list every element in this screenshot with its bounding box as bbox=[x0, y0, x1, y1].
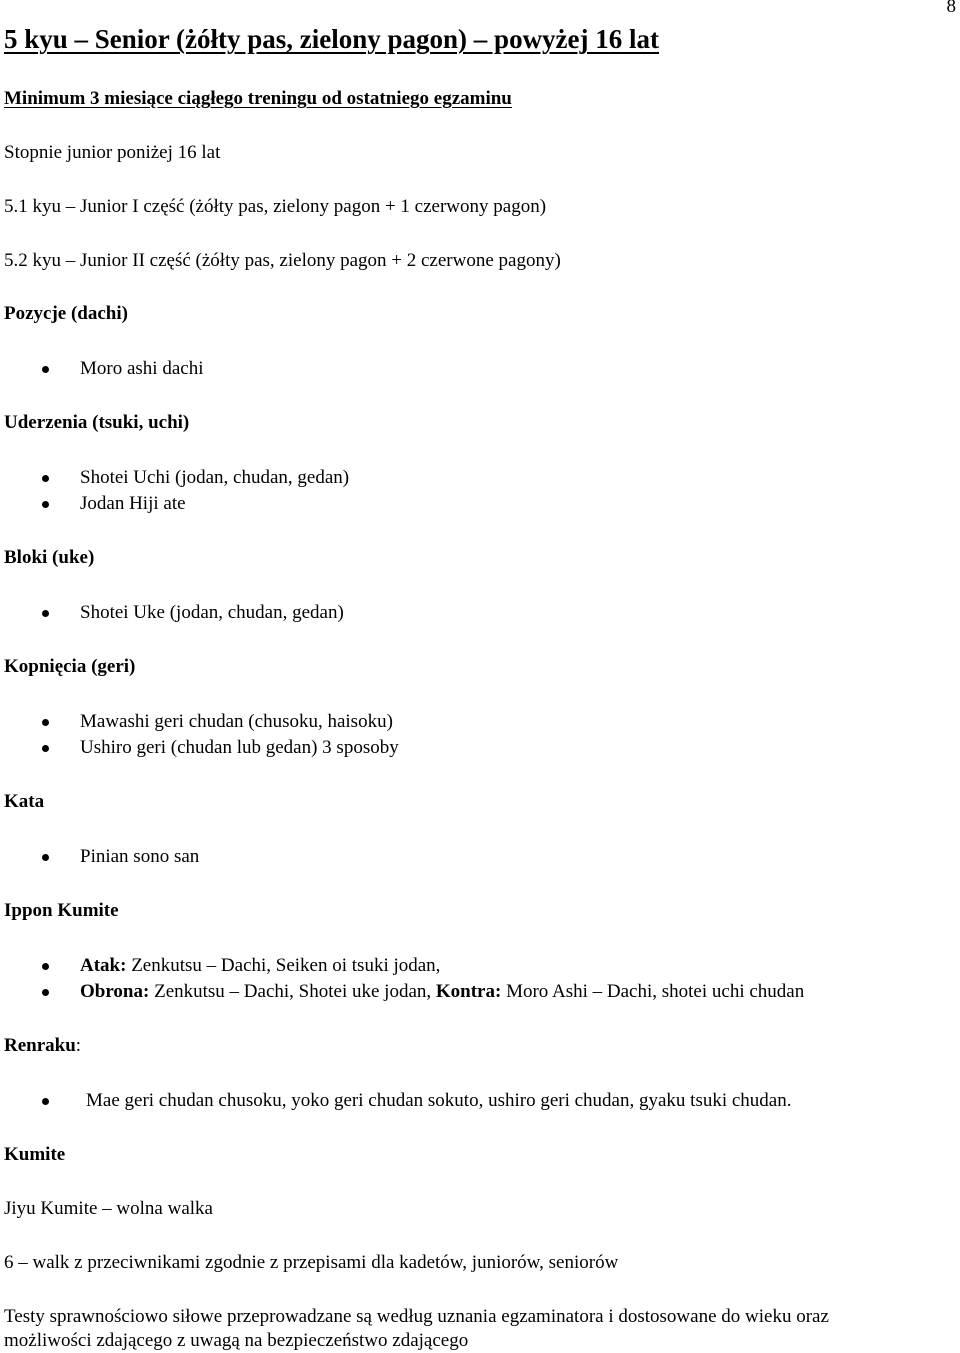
list-item: Jodan Hiji ate bbox=[80, 493, 186, 514]
section-heading-renraku bbox=[4, 1034, 81, 1058]
section-heading-bloki: Bloki (uke) bbox=[4, 547, 95, 568]
renraku-colon: : bbox=[75, 1035, 82, 1056]
section-heading-kopniecia: Kopnięcia (geri) bbox=[4, 656, 136, 677]
bullet-icon bbox=[42, 745, 49, 752]
list-item-atak bbox=[80, 954, 440, 978]
bullet-icon bbox=[42, 501, 49, 508]
section-heading-kumite: Kumite bbox=[4, 1144, 66, 1165]
junior-part-1: 5.1 kyu – Junior I część (żółty pas, zielony pagon + 1 czerwony pagon) bbox=[4, 196, 547, 217]
junior-heading: Stopnie junior poniżej 16 lat bbox=[4, 142, 221, 163]
list-item: Ushiro geri (chudan lub gedan) 3 sposoby bbox=[80, 737, 399, 758]
atak-label: Atak: bbox=[80, 955, 127, 976]
bullet-icon bbox=[42, 1098, 49, 1105]
bullet-icon bbox=[42, 963, 49, 970]
kumite-line-3: Testy sprawnościowo siłowe przeprowadzane są według uznania egzaminatora i dostosowane do wieku oraz bbox=[4, 1306, 829, 1327]
bullet-icon bbox=[42, 854, 49, 861]
list-item-obrona bbox=[80, 980, 804, 1004]
list-item: Mawashi geri chudan (chusoku, haisoku) bbox=[80, 711, 393, 732]
section-heading-kata: Kata bbox=[4, 791, 45, 812]
renraku-label: Renraku bbox=[4, 1035, 76, 1056]
bullet-icon bbox=[42, 989, 49, 996]
requirement-note: Minimum 3 miesiące ciągłego treningu od ostatniego egzaminu bbox=[4, 88, 512, 109]
list-item: Shotei Uke (jodan, chudan, gedan) bbox=[80, 602, 344, 623]
junior-part-2: 5.2 kyu – Junior II część (żółty pas, zielony pagon + 2 czerwone pagony) bbox=[4, 250, 561, 271]
kumite-line-1: Jiyu Kumite – wolna walka bbox=[4, 1198, 213, 1219]
section-heading-uderzenia: Uderzenia (tsuki, uchi) bbox=[4, 412, 190, 433]
list-item: Shotei Uchi (jodan, chudan, gedan) bbox=[80, 467, 350, 488]
bullet-icon bbox=[42, 475, 49, 482]
bullet-icon bbox=[42, 610, 49, 617]
list-item: Moro ashi dachi bbox=[80, 358, 204, 379]
section-heading-pozycje: Pozycje (dachi) bbox=[4, 303, 128, 324]
kumite-line-2: 6 – walk z przeciwnikami zgodnie z przepisami dla kadetów, juniorów, seniorów bbox=[4, 1252, 619, 1273]
bullet-icon bbox=[42, 366, 49, 373]
obrona-text: Zenkutsu – Dachi, Shotei uke jodan, bbox=[149, 981, 436, 1002]
page-number: 8 bbox=[946, 0, 956, 17]
kumite-line-4: możliwości zdającego z uwagą na bezpieczeństwo zdającego bbox=[4, 1330, 469, 1351]
list-item: Pinian sono san bbox=[80, 846, 200, 867]
list-item: Mae geri chudan chusoku, yoko geri chudan sokuto, ushiro geri chudan, gyaku tsuki chudan. bbox=[86, 1090, 792, 1111]
kontra-label: Kontra: bbox=[435, 981, 502, 1002]
section-heading-ippon-kumite: Ippon Kumite bbox=[4, 900, 119, 921]
bullet-icon bbox=[42, 719, 49, 726]
kontra-text: Moro Ashi – Dachi, shotei uchi chudan bbox=[501, 981, 805, 1002]
page-title: 5 kyu – Senior (żółty pas, zielony pagon) – powyżej 16 lat bbox=[4, 24, 660, 54]
obrona-label: Obrona: bbox=[80, 981, 150, 1002]
atak-text: Zenkutsu – Dachi, Seiken oi tsuki jodan, bbox=[126, 955, 441, 976]
